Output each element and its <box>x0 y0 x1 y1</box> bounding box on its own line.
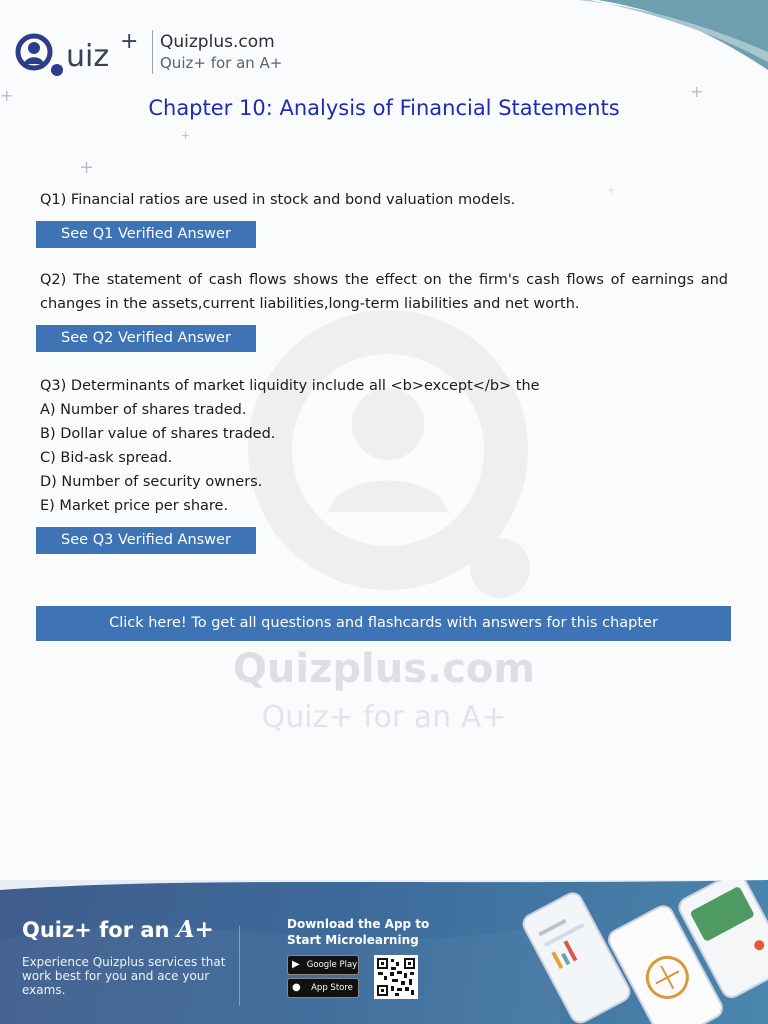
brand-name: Quizplus.com <box>160 32 275 52</box>
app-store-label: App Store <box>311 983 353 993</box>
option-d: D) Number of security owners. <box>40 474 263 490</box>
question-1-text: Q1) Financial ratios are used in stock and bond valuation models. <box>40 192 516 208</box>
svg-text:uiz: uiz <box>66 39 110 74</box>
watermark-subtitle: Quiz+ for an A+ <box>261 700 507 735</box>
download-line-1: Download the App to <box>287 917 430 931</box>
questions-section <box>40 188 728 554</box>
option-e: E) Market price per share. <box>40 498 229 514</box>
sparkle-plus-icon: + <box>690 82 704 101</box>
footer-title <box>22 916 214 943</box>
brand-block <box>160 31 282 73</box>
sparkle-plus-icon: + <box>606 183 617 197</box>
quizplus-logo-icon[interactable] <box>14 26 150 78</box>
sparkle-plus-icon: + <box>79 157 95 178</box>
question-3-options <box>40 398 728 518</box>
header <box>14 26 282 78</box>
google-play-button[interactable] <box>287 955 359 975</box>
sparkle-plus-icon: + <box>181 129 191 142</box>
brand-tagline: Quiz+ for an A+ <box>160 54 283 72</box>
svg-text:+: + <box>120 29 139 54</box>
sparkle-plus-icon: + <box>0 86 14 105</box>
google-play-icon: ▶ <box>292 959 300 970</box>
download-line-2: Start Microlearning <box>287 933 419 947</box>
footer-title-prefix: Quiz+ for an <box>22 918 177 942</box>
google-play-label: Google Play <box>306 960 358 970</box>
footer-description: Experience Quizplus services that work best for you and ace your exams. <box>22 955 226 997</box>
app-promo-footer <box>0 880 768 1024</box>
corner-wave-decoration <box>568 0 768 90</box>
qr-code-icon[interactable] <box>374 955 418 999</box>
option-a: A) Number of shares traded. <box>40 402 247 418</box>
see-q2-answer-button[interactable]: See Q2 Verified Answer <box>36 325 256 352</box>
watermark-title: Quizplus.com <box>232 646 536 692</box>
question-2-text: Q2) The statement of cash flows shows the effect on the firm's cash flows of earnings and changes in the assets,current liabilities,long-term liabilities and net worth. <box>40 272 728 312</box>
apple-icon: ● <box>292 982 301 993</box>
footer-divider <box>239 926 240 1006</box>
download-heading <box>287 916 447 948</box>
see-q1-answer-button[interactable]: See Q1 Verified Answer <box>36 221 256 248</box>
chapter-title: Chapter 10: Analysis of Financial Statements <box>148 96 620 120</box>
option-c: C) Bid-ask spread. <box>40 450 173 466</box>
header-divider <box>152 30 153 74</box>
see-q3-answer-button[interactable]: See Q3 Verified Answer <box>36 527 256 554</box>
phone-mockups-icon <box>500 880 768 1024</box>
all-questions-cta-button[interactable]: Click here! To get all questions and flashcards with answers for this chapter <box>36 606 731 641</box>
option-b: B) Dollar value of shares traded. <box>40 426 276 442</box>
question-3-text: Q3) Determinants of market liquidity include all <b>except</b> the <box>40 378 540 394</box>
app-store-button[interactable] <box>287 978 359 998</box>
footer-title-aplus: A+ <box>176 916 214 943</box>
